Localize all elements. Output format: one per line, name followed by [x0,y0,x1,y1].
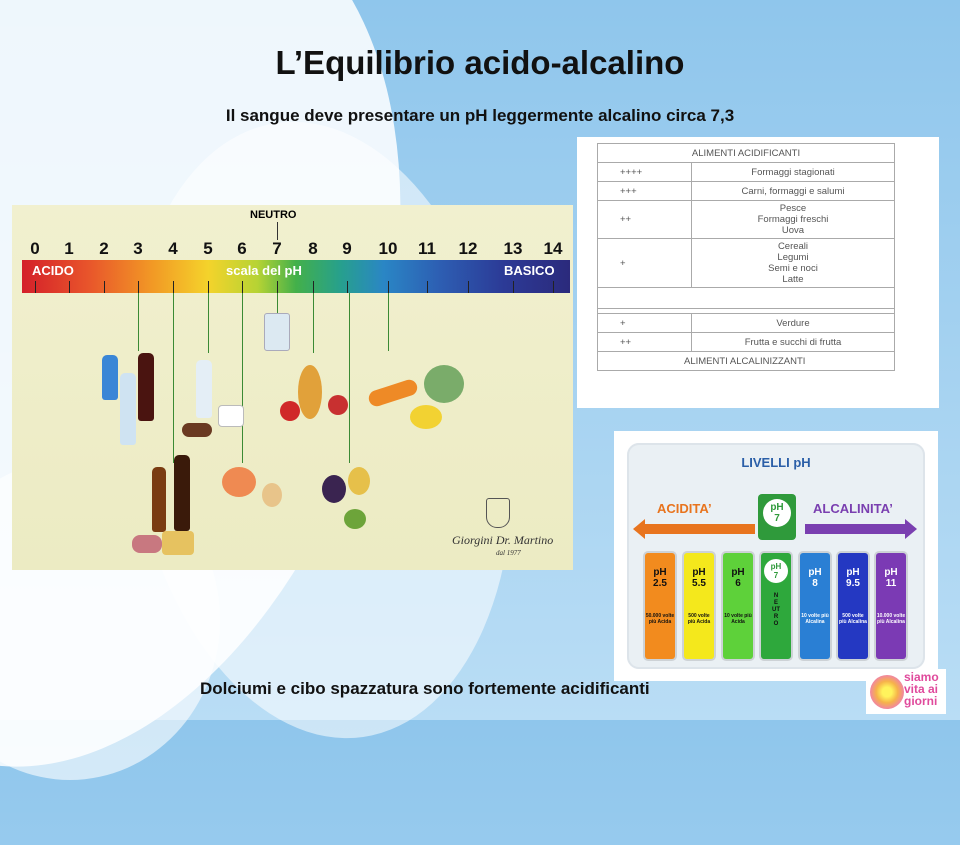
column-ph: pH 5.5 [692,567,706,589]
ph-number: 5 [203,239,213,258]
table-footer-row [598,352,895,371]
table-level: + [598,239,692,288]
water-bottle [120,373,136,445]
column-note: NEUTRO [772,593,780,627]
slide-footer: Dolciumi e cibo spazzatura sono fortemente acidificanti [200,679,650,698]
stem-ph4 [173,293,174,463]
table-level: ++++ [598,163,692,182]
table-item-group [692,201,895,239]
water-bottle-small [196,360,212,418]
table-level: ++ [598,201,692,239]
signature: Giorgini Dr. Martino [452,533,554,547]
sports-drink-bottle [102,355,118,400]
coffee-cup [218,405,244,427]
scale-tick [69,281,70,293]
scale-tick [173,281,174,293]
ph-levels-panel [614,431,938,681]
ph-number: 9 [342,239,352,258]
column-note: 500 volte più Alcalina [839,613,867,625]
column-ph: pH 9.5 [846,567,860,589]
slide-title: L’Equilibrio acido-alcalino [275,44,685,81]
pineapple [298,365,322,419]
cheese [162,531,194,555]
ph-column-2-5 [645,553,675,659]
table-level: +++ [598,182,692,201]
ph-column-8 [800,553,830,659]
table-item: Formaggi freschi [757,214,829,225]
ph-column-5-5 [684,553,714,659]
apple [280,401,300,421]
ph-number: 8 [308,239,318,258]
table-row [598,182,895,201]
ph-number: 7 [272,239,282,258]
pastry [182,423,212,437]
ph-number: 12 [458,239,478,258]
neutral-ph-value: 7 [774,513,780,524]
salami [132,535,162,553]
scale-tick [513,281,514,293]
salmon [222,467,256,497]
table-spacer [598,288,895,309]
pear [348,467,370,495]
column-ph: pH 2.5 [653,567,667,589]
logo [866,669,946,714]
table-item: Cereali [777,241,809,252]
cabbage [424,365,464,403]
carrot [367,378,419,409]
neutro-label: NEUTRO [250,209,297,221]
neutral-ph-box [758,494,796,540]
scale-tick [313,281,314,293]
stem-ph3 [138,293,139,351]
cola-bottle [138,353,154,421]
kiwi [344,509,366,529]
table-item: Legumi [777,252,809,263]
scala-label: scala del pH [226,263,302,278]
neutro-tick [277,222,278,240]
table-row [598,333,895,352]
ph-number: 10 [378,239,398,258]
logo-text: siamo vita ai giorni [904,670,939,708]
column-note: 500 volte più Acida [687,613,711,625]
foods-table-panel [577,137,939,408]
water-glass [264,313,290,351]
ph-number: 4 [168,239,178,258]
scale-tick [277,281,278,293]
table-item: Frutta e succhi di frutta [692,333,895,352]
table-header: ALIMENTI ACIDIFICANTI [598,144,895,163]
table-row [598,239,895,288]
column-ph: pH 6 [731,567,745,589]
eggplant [322,475,346,503]
table-item: Pesce [779,203,807,214]
table-level: ++ [598,333,692,352]
column-neutral-badge: pH 7 [764,559,788,583]
table-item-group [692,239,895,288]
alcalinita-label: ALCALINITA’ [813,501,893,516]
signature-year: dal 1977 [496,549,521,557]
table-item: Verdure [692,314,895,333]
acido-label: ACIDO [32,263,74,278]
ph-number: 13 [503,239,523,258]
stem-ph5 [208,293,209,353]
arrow-right-icon [905,519,917,539]
column-ph: pH 11 [884,567,898,589]
ph-number: 3 [133,239,143,258]
column-note: 50.000 volte più Acida [645,613,675,625]
table-item: Semi e noci [768,263,818,274]
table-item: Carni, formaggi e salumi [692,182,895,201]
scale-tick [35,281,36,293]
table-row [598,314,895,333]
ph-scale-panel [12,205,573,570]
neutral-ph-label: pH [770,502,784,513]
ph-number: 0 [30,239,40,258]
foods-table [597,143,895,371]
stem-ph7 [277,293,278,313]
ph-number: 2 [99,239,109,258]
column-note: 10 volte più Acida [724,613,752,625]
scale-tick [208,281,209,293]
ph-number: 6 [237,239,247,258]
scale-tick [427,281,428,293]
scale-tick [242,281,243,293]
basico-label: BASICO [504,263,555,278]
scale-tick [347,281,348,293]
scale-tick [138,281,139,293]
table-row [598,163,895,182]
scale-tick [104,281,105,293]
ph-column-11 [876,553,906,659]
column-note: 10.000 volte più Alcalina [876,613,906,625]
scale-tick [388,281,389,293]
stem-ph9 [349,293,350,463]
table-item: Uova [781,225,805,236]
table-item: Latte [782,274,804,285]
table-footer: ALIMENTI ALCALINIZZANTI [598,352,895,371]
table-level: + [598,314,692,333]
acid-arrow [643,524,755,534]
lemon [410,405,442,429]
flower-icon [870,675,904,709]
ph-number: 14 [543,239,563,258]
scale-tick [468,281,469,293]
table-row [598,201,895,239]
ph-column-9-5 [838,553,868,659]
ph-number: 1 [64,239,74,258]
crest-icon [486,498,510,528]
levels-title: LIVELLI pH [741,455,811,470]
egg [262,483,282,507]
table-header-row [598,144,895,163]
ph-levels-card [627,443,925,669]
alkaline-arrow [805,524,905,534]
ph-column-7 [761,553,791,659]
stem-ph10 [388,293,389,351]
ph-number: 11 [418,239,436,258]
column-note: 10 volte più Alcalina [801,613,829,625]
neutral-ph-badge [763,499,791,527]
table-item: Formaggi stagionati [692,163,895,182]
column-ph: pH 8 [808,567,822,589]
stem-ph6 [242,293,243,463]
beer-bottle [152,467,166,532]
slide-subtitle: Il sangue deve presentare un pH leggermente alcalino circa 7,3 [225,106,735,125]
wine-bottle [174,455,190,531]
apple [328,395,348,415]
table-row [598,288,895,309]
scale-tick [553,281,554,293]
stem-ph8 [313,293,314,353]
acidita-label: ACIDITA’ [657,501,712,516]
ph-column-6 [723,553,753,659]
